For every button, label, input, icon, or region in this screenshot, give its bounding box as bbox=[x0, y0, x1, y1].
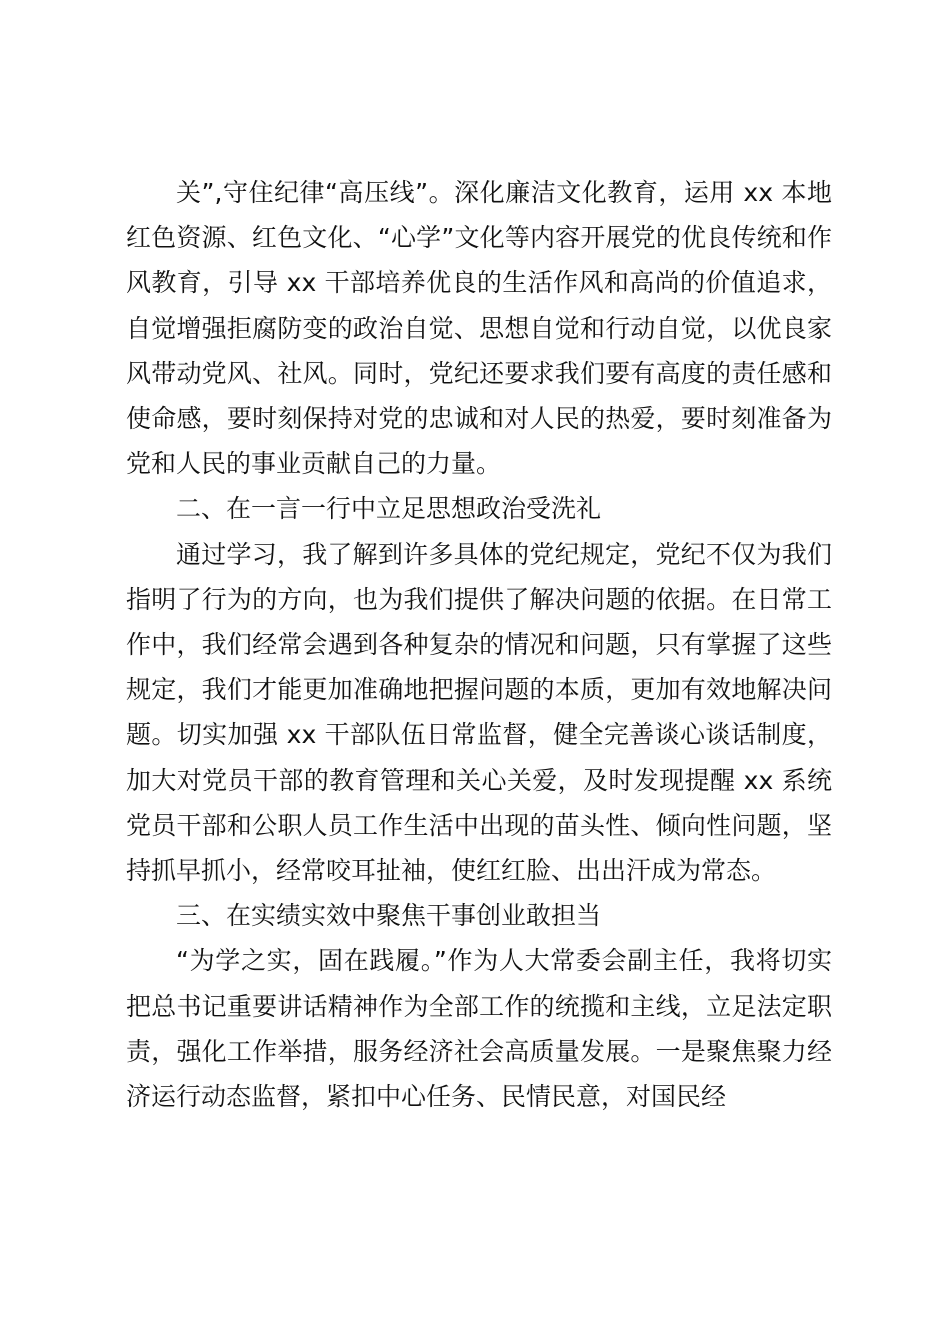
section-heading-2: 二、在一言一行中立足思想政治受洗礼 bbox=[176, 494, 602, 524]
section-heading-3: 三、在实绩实效中聚焦干事创业敢担当 bbox=[176, 901, 602, 931]
body-paragraph: 通过学习，我了解到许多具体的党纪规定，党纪不仅为我们指明了行为的方向，也为我们提供了解决问题的依据。在日常工作中，我们经常会遇到各种复杂的情况和问题，只有掌握了这些规定，我们才能更加准确地把握问题的本质，更加有效地解决问题。切实加强 xx 干部队伍日常监督，健全完善谈心谈话制度，加大对党员干部的教育管理和关心关爱，及时发现提醒 xx 系统党员干部和公职人员工作生活中出现的苗头性、倾向性问题，坚持抓早抓小，经常咬耳扯袖，使红红脸、出出汗成为常态。 bbox=[126, 539, 832, 886]
body-paragraph: “为学之实，固在践履。”作为人大常委会副主任，我将切实把总书记重要讲话精神作为全部工作的统揽和主线，立足法定职责，强化工作举措，服务经济社会高质量发展。一是聚焦聚力经济运行动态监督，紧扣中心任务、民情民意，对国民经 bbox=[126, 946, 832, 1112]
body-paragraph: 关”,守住纪律“高压线”。深化廉洁文化教育，运用 xx 本地红色资源、红色文化、“心学”文化等内容开展党的优良传统和作风教育，引导 xx 干部培养优良的生活作风和高尚的价值追求，自觉增强拒腐防变的政治自觉、思想自觉和行动自觉，以优良家风带动党风、社风。同时，党纪还要求我们要有高度的责任感和使命感，要时刻保持对党的忠诚和对人民的热爱，要时刻准备为党和人民的事业贡献自己的力量。 bbox=[126, 178, 832, 479]
document-page bbox=[126, 170, 832, 1119]
